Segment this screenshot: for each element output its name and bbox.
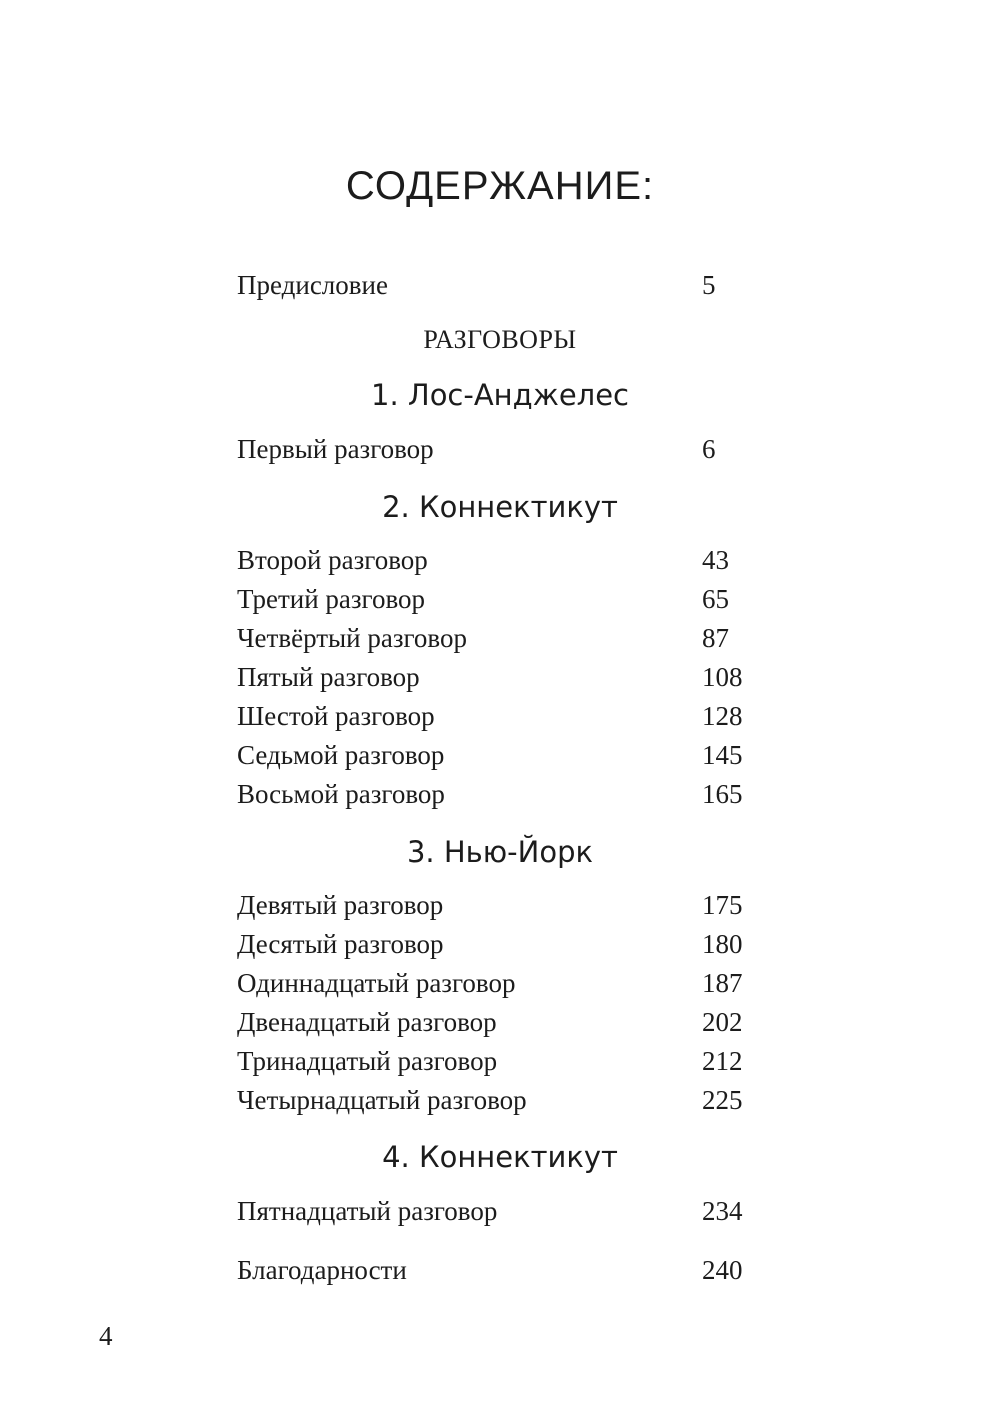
- toc-entry-label: Предисловие: [237, 270, 388, 300]
- toc-entry-page: 240: [702, 1255, 743, 1285]
- toc-entry[interactable]: [237, 1043, 797, 1079]
- toc-entry-page: 65: [702, 584, 729, 614]
- page-title: СОДЕРЖАНИЕ:: [345, 164, 655, 208]
- toc-entry-page: 225: [702, 1085, 743, 1115]
- toc-entry[interactable]: [237, 581, 797, 617]
- toc-entry-page: 43: [702, 545, 729, 575]
- toc-entry-label: Восьмой разговор: [237, 779, 445, 809]
- part-heading: 4. Коннектикут: [382, 1140, 618, 1174]
- toc-entry-page: 6: [702, 434, 716, 464]
- toc-entry[interactable]: [237, 965, 797, 1001]
- toc-entry[interactable]: [237, 431, 797, 467]
- toc-entry-page: 187: [702, 968, 743, 998]
- toc-entry[interactable]: [237, 1193, 797, 1229]
- toc-entry-label: Двенадцатый разговор: [237, 1007, 497, 1037]
- toc-entry[interactable]: [237, 737, 797, 773]
- toc-entry-label: Первый разговор: [237, 434, 434, 464]
- toc-entry-label: Благодарности: [237, 1255, 407, 1285]
- toc-entry-label: Тринадцатый разговор: [237, 1046, 498, 1076]
- toc-entry-label: Четвёртый разговор: [237, 623, 467, 653]
- toc-entry-page: 128: [702, 701, 743, 731]
- toc-entry[interactable]: [237, 698, 797, 734]
- toc-entry-label: Пятнадцатый разговор: [237, 1196, 498, 1226]
- page-number: 4: [99, 1321, 113, 1351]
- toc-entry-page: 180: [702, 929, 743, 959]
- toc-entry-page: 145: [702, 740, 743, 770]
- toc-entry-label: Десятый разговор: [237, 929, 444, 959]
- toc-entry-page: 87: [702, 623, 729, 653]
- toc-entry-label: Третий разговор: [237, 584, 426, 614]
- toc-entry-page: 108: [702, 662, 743, 692]
- toc-entry-page: 234: [702, 1196, 743, 1226]
- toc-entry-page: 165: [702, 779, 743, 809]
- toc-entry[interactable]: [237, 659, 797, 695]
- toc-entry[interactable]: [237, 776, 797, 812]
- toc-entry[interactable]: [237, 1082, 797, 1118]
- toc-entry[interactable]: [237, 542, 797, 578]
- toc-entry[interactable]: [237, 887, 797, 923]
- toc-entry-label: Второй разговор: [237, 545, 428, 575]
- toc-entry-page: 212: [702, 1046, 743, 1076]
- toc-entry-label: Девятый разговор: [237, 890, 444, 920]
- toc-entry-label: Пятый разговор: [237, 662, 420, 692]
- toc-entry[interactable]: [237, 1004, 797, 1040]
- toc-entry-page: 202: [702, 1007, 743, 1037]
- toc-entry-page: 175: [702, 890, 743, 920]
- toc-entry-label: Одиннадцатый разговор: [237, 968, 516, 998]
- part-heading: 2. Коннектикут: [382, 490, 618, 524]
- part-heading: 3. Нью-Йорк: [406, 835, 594, 869]
- section-heading: РАЗГОВОРЫ: [423, 325, 577, 354]
- toc-entry-page: 5: [702, 270, 716, 300]
- toc-entry[interactable]: [237, 926, 797, 962]
- toc-entry-label: Шестой разговор: [237, 701, 435, 731]
- toc-entry-label: Седьмой разговор: [237, 740, 445, 770]
- part-heading: 1. Лос-Анджелес: [371, 378, 629, 412]
- toc-entry-acknowledgements[interactable]: [237, 1252, 797, 1288]
- toc-entry[interactable]: [237, 620, 797, 656]
- toc-entry-preface[interactable]: [237, 267, 797, 303]
- toc-entry-label: Четырнадцатый разговор: [237, 1085, 527, 1115]
